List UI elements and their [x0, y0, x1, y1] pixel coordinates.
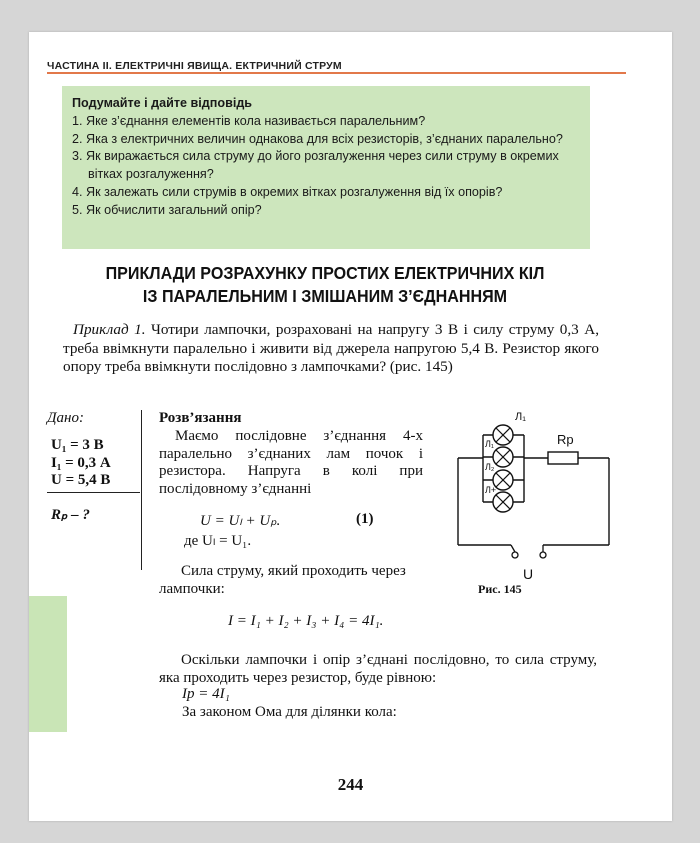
section-title: [63, 262, 587, 308]
page-number: 244: [337, 775, 364, 794]
source-label: U: [523, 566, 534, 582]
solution-paragraph: Маємо послідовне з’єднання 4-х паралельно з’єднаних лам почок і резистора. Напруга в колі при послідовному з’єднанні: [159, 428, 423, 497]
questions-box: [62, 86, 590, 249]
circuit-diagram: [423, 390, 613, 585]
example-lead: Приклад 1.: [73, 321, 146, 338]
equation-3: Iр = 4I₁: [182, 686, 230, 702]
lamp-label: Л₁: [515, 411, 526, 423]
header-rule: [47, 72, 626, 74]
solution-paragraph: За законом Ома для ділянки кола:: [182, 704, 397, 720]
given-find: Rₚ – ?: [51, 507, 90, 523]
solution-paragraph: Сила струму, який проходить через лампочки:: [159, 563, 406, 597]
solution-paragraph: Оскільки лампочки і опір з’єднані послідовно, то сила струму, яка проходить через резистор, буде рівною:: [159, 652, 597, 686]
example-paragraph: [63, 321, 599, 377]
given-separator: [141, 410, 142, 570]
question-item: 3. Як виражається сила струму до його розгалуження через сили струму в окремих вітках розгалуження?: [72, 149, 559, 182]
equation-2: I = I₁ + I₂ + I₃ + I₄ = 4I₁.: [228, 613, 384, 629]
given-item: U = 5,4 В: [51, 472, 111, 488]
questions-title: Подумайте і дайте відповідь: [72, 96, 253, 110]
lamp-label: Л₁: [485, 439, 494, 449]
given-item: I₁ = 0,3 А: [51, 454, 111, 471]
solution-title: Розв’язання: [159, 410, 242, 426]
terminal-icon: [540, 552, 546, 558]
resistor-icon: [548, 452, 578, 464]
given-list: [51, 437, 111, 490]
terminal-icon: [512, 552, 518, 558]
question-item: 1. Яке з’єднання елементів кола називається паралельним?: [72, 113, 426, 128]
question-item: 4. Як залежать сили струмів в окремих вітках розгалуження від їх опорів?: [72, 184, 503, 199]
example-text: Чотири лампочки, розраховані на напругу 3 В і силу струму 0,3 А, треба ввімкнути паралельно і живити від джерела напругою 5,4 В. Резистор якого опору треба ввімкнути послідовно з лампочками? (рис. 145): [63, 321, 599, 375]
equation-where: де Uₗ = U₁.: [184, 533, 252, 549]
lamp-label: Л+: [485, 485, 497, 495]
question-item: 2. Яка з електричних величин однакова для всіх резисторів, з’єднаних паралельно?: [72, 131, 563, 146]
equation-1: U = Uₗ + Uₚ.: [200, 513, 281, 529]
resistor-label: Rр: [557, 432, 574, 447]
given-label: Дано:: [47, 410, 84, 426]
section-title-line: ПРИКЛАДИ РОЗРАХУНКУ ПРОСТИХ ЕЛЕКТРИЧНИХ КІЛ: [105, 263, 545, 283]
given-item: U₁ = 3 В: [51, 437, 104, 453]
equation-number: (1): [356, 511, 374, 527]
figure-caption: Рис. 145: [478, 582, 522, 596]
lamp-label: Л₂: [485, 462, 495, 472]
given-divider: [47, 492, 140, 493]
question-item: 5. Як обчислити загальний опір?: [72, 202, 262, 217]
section-title-line: ІЗ ПАРАЛЕЛЬНИМ І ЗМІШАНИМ З’ЄДНАННЯМ: [142, 286, 508, 306]
running-head: ЧАСТИНА ІІ. ЕЛЕКТРИЧНІ ЯВИЩА. ЕКТРИЧНИЙ СТРУМ: [47, 60, 342, 72]
page-edge-decoration: [29, 596, 67, 732]
